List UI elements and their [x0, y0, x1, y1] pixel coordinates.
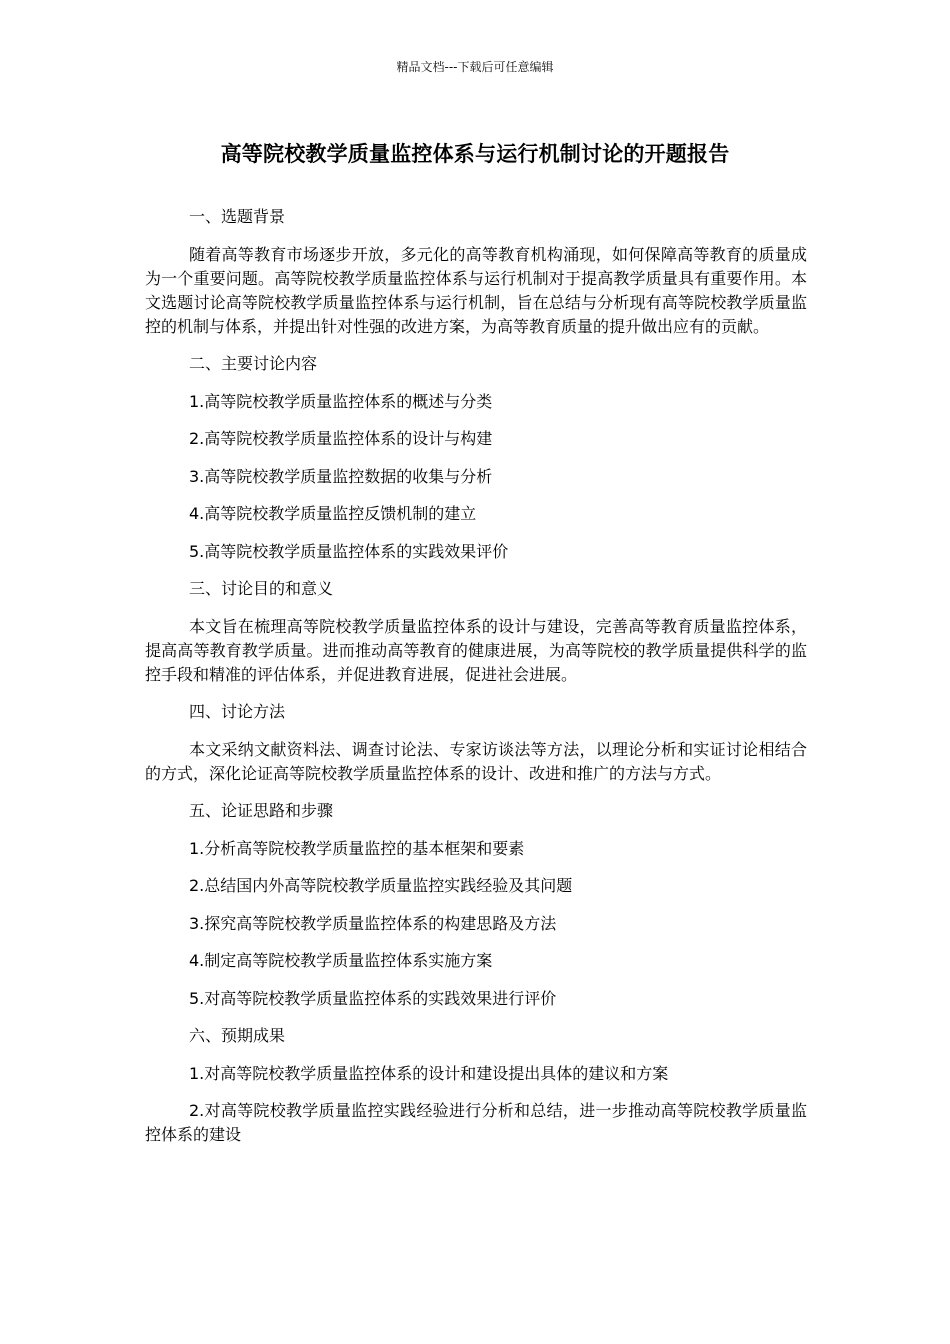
section-heading-background: 一、选题背景	[189, 207, 286, 226]
header-note: 精品文档---下载后可任意编辑	[396, 60, 554, 74]
list-item: 2.高等院校教学质量监控体系的设计与构建	[189, 429, 493, 448]
paragraph-background: 随着高等教育市场逐步开放，多元化的高等教育机构涌现，如何保障高等教育的质量成为一个重要问题。高等院校教学质量监控体系与运行机制对于提高教学质量具有重要作用。本文选题讨论高等院校教学质量监控体系与运行机制，旨在总结与分析现有高等院校教学质量监控的机制与体系，并提出针对性强的改进方案，为高等教育质量的提升做出应有的贡献。	[145, 244, 807, 336]
section-heading-method: 四、讨论方法	[189, 702, 286, 721]
list-item: 1.分析高等院校教学质量监控的基本框架和要素	[189, 838, 525, 858]
section-heading-main-content: 二、主要讨论内容	[189, 354, 318, 373]
list-item: 1.对高等院校教学质量监控体系的设计和建设提出具体的建议和方案	[189, 1063, 669, 1083]
section-heading-purpose: 三、讨论目的和意义	[189, 579, 334, 598]
list-item: 3.探究高等院校教学质量监控体系的构建思路及方法	[189, 913, 557, 933]
paragraph-purpose: 本文旨在梳理高等院校教学质量监控体系的设计与建设，完善高等教育质量监控体系，提高高等教育教学质量。进而推动高等教育的健康进展，为高等院校的教学质量提供科学的监控手段和精准的评估体系，并促进教育进展，促进社会进展。	[145, 616, 807, 684]
section-heading-outcomes: 六、预期成果	[189, 1026, 286, 1045]
paragraph-method: 本文采纳文献资料法、调查讨论法、专家访谈法等方法，以理论分析和实证讨论相结合的方式，深化论证高等院校教学质量监控体系的设计、改进和推广的方法与方式。	[145, 739, 807, 783]
list-item: 4.高等院校教学质量监控反馈机制的建立	[189, 504, 477, 523]
document-body	[145, 205, 807, 1161]
list-item: 5.对高等院校教学质量监控体系的实践效果进行评价	[189, 988, 557, 1008]
section-heading-steps: 五、论证思路和步骤	[189, 801, 334, 820]
list-item: 3.高等院校教学质量监控数据的收集与分析	[189, 466, 493, 486]
list-item: 2.总结国内外高等院校教学质量监控实践经验及其问题	[189, 876, 573, 895]
list-item: 5.高等院校教学质量监控体系的实践效果评价	[189, 541, 509, 561]
list-item: 4.制定高等院校教学质量监控体系实施方案	[189, 951, 493, 970]
list-item: 2.对高等院校教学质量监控实践经验进行分析和总结，进一步推动高等院校教学质量监控体系的建设	[145, 1101, 807, 1144]
list-item: 1.高等院校教学质量监控体系的概述与分类	[189, 391, 493, 411]
document-title: 高等院校教学质量监控体系与运行机制讨论的开题报告	[220, 142, 730, 166]
